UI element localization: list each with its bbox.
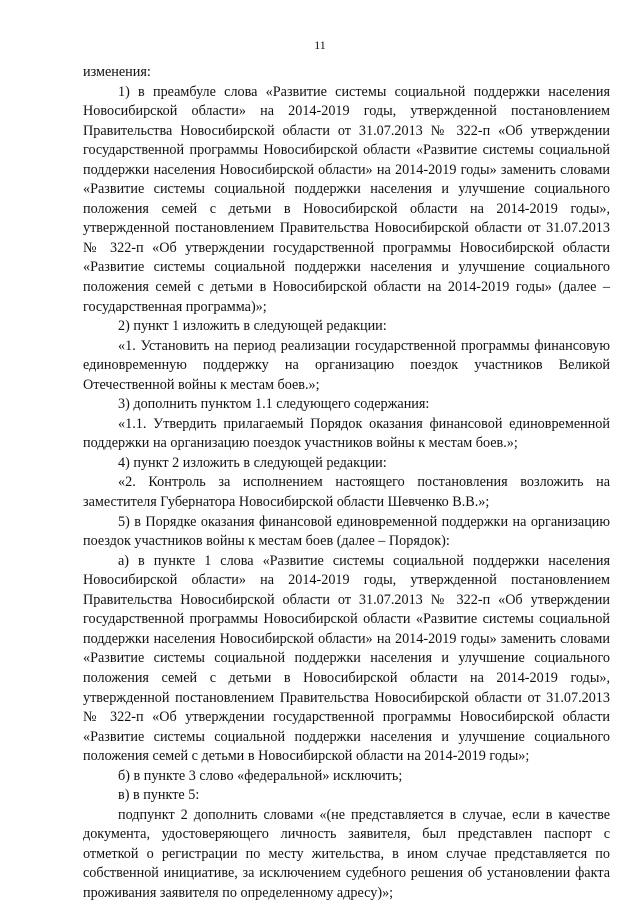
paragraph: 4) пункт 2 изложить в следующей редакции: xyxy=(118,454,387,471)
paragraph: 1) в преамбуле слова «Развитие системы социальной поддержки населения Новосибирской области» на 2014-2019 годы, утвержденной постановлением Правительства Новосибирской области от 31.07.2013 № 322-п «Об утверждении государственной программы Новосибирской области «Развитие системы социальной поддержки населения Новосибирской области» на 2014-2019 годы» заменить словами «Развитие системы социальной поддержки населения и улучшение социального положения семей с детьми в Новосибирской области на 2014-2019 годы», утвержденной постановлением Правительства Новосибирской области от 31.07.2013 № 322-п «Об утверждении государственной программы Новосибирской области «Развитие системы социальной поддержки населения и улучшение социального положения семей с детьми в Новосибирской области на 2014-2019 годы» (далее – государственная программа)»; xyxy=(83,83,610,315)
paragraph: а) в пункте 1 слова «Развитие системы социальной поддержки населения Новосибирской области» на 2014-2019 годы, утвержденной постановлением Правительства Новосибирской области от 31.07.2013 № 322-п «Об утверждении государственной программы Новосибирской области «Развитие системы социальной поддержки населения Новосибирской области» на 2014-2019 годы» заменить словами «Развитие системы социальной поддержки населения и улучшение социального положения семей с детьми в Новосибирской области на 2014-2019 годы», утвержденной постановлением Правительства Новосибирской области от 31.07.2013 № 322-п «Об утверждении государственной программы Новосибирской области «Развитие системы социальной поддержки населения и улучшение социального положения семей с детьми в Новосибирской области на 2014-2019 годы»; xyxy=(83,552,610,765)
paragraph: изменения: xyxy=(83,64,151,80)
document-body xyxy=(83,63,610,904)
paragraph: «1.1. Утвердить прилагаемый Порядок оказания финансовой единовременной поддержки на организацию поездок участников войны к местам боев.»; xyxy=(83,415,610,452)
paragraph: 3) дополнить пунктом 1.1 следующего содержания: xyxy=(118,396,430,413)
page-number: 11 xyxy=(314,38,326,52)
paragraph: 5) в Порядке оказания финансовой единовременной поддержки на организацию поездок участников войны к местам боев (далее – Порядок): xyxy=(83,513,610,550)
paragraph: в) в пункте 5: xyxy=(118,787,200,804)
paragraph: «2. Контроль за исполнением настоящего постановления возложить на заместителя Губернатора Новосибирской области Шевченко В.В.»; xyxy=(83,474,610,511)
paragraph: б) в пункте 3 слово «федеральной» исключить; xyxy=(118,767,403,784)
paragraph: «1. Установить на период реализации государственной программы финансовую единовременную поддержку на организацию поездок участников Великой Отечественной войны к местам боев.»; xyxy=(83,337,610,393)
paragraph: подпункт 2 дополнить словами «(не представляется в случае, если в качестве документа, удостоверяющего личность заявителя, был представлен паспорт с отметкой о регистрации по месту жительства, в ином случае представляется по собственной инициативе, за исключением судебного решения об установлении факта проживания заявителя по определенному адресу)»; xyxy=(83,806,610,901)
paragraph: 2) пункт 1 изложить в следующей редакции: xyxy=(118,318,387,335)
